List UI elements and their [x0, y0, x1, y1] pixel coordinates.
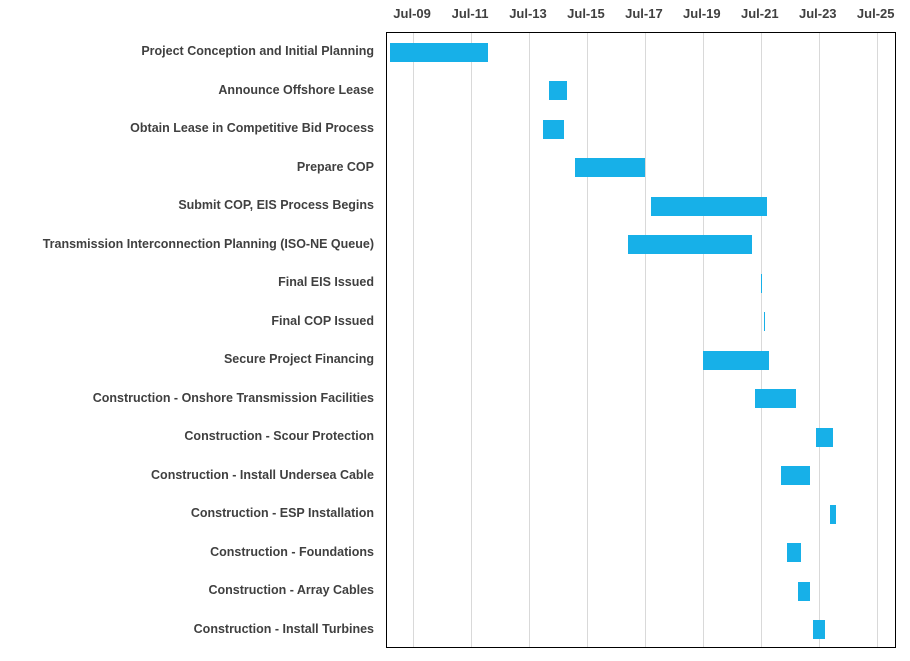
gantt-bar	[755, 389, 796, 408]
gantt-bar	[703, 351, 770, 370]
x-tick-label: Jul-17	[625, 6, 663, 21]
gridline	[413, 33, 414, 647]
gantt-bar	[543, 120, 563, 139]
gantt-bar	[549, 81, 566, 100]
category-label: Construction - ESP Installation	[190, 506, 374, 521]
category-label: Construction - Array Cables	[208, 583, 374, 598]
category-label: Final COP Issued	[271, 313, 374, 328]
gantt-bar	[390, 43, 489, 62]
category-label: Announce Offshore Lease	[218, 82, 374, 97]
plot-area	[386, 32, 896, 648]
category-label: Construction - Scour Protection	[184, 429, 374, 444]
gantt-bar	[787, 543, 801, 562]
gantt-bar	[781, 466, 810, 485]
category-label: Construction - Install Turbines	[193, 621, 374, 636]
gantt-bar	[628, 235, 753, 254]
gantt-bar	[575, 158, 645, 177]
gridline	[819, 33, 820, 647]
category-label: Construction - Install Undersea Cable	[151, 467, 374, 482]
category-label: Project Conception and Initial Planning	[141, 44, 374, 59]
gridline	[761, 33, 762, 647]
gantt-bar	[798, 582, 810, 601]
gantt-bar	[813, 620, 825, 639]
x-tick-label: Jul-11	[451, 6, 489, 21]
x-tick-label: Jul-13	[509, 6, 547, 21]
gridline	[587, 33, 588, 647]
gantt-bar	[651, 197, 767, 216]
category-label: Obtain Lease in Competitive Bid Process	[130, 121, 374, 136]
gridline	[529, 33, 530, 647]
category-label: Submit COP, EIS Process Begins	[178, 198, 374, 213]
category-label: Secure Project Financing	[223, 352, 374, 367]
x-tick-label: Jul-25	[856, 6, 895, 21]
gantt-bar	[816, 428, 833, 447]
category-label: Construction - Foundations	[210, 544, 374, 559]
category-label: Transmission Interconnection Planning (ISO-NE Queue)	[42, 236, 374, 251]
gridline	[645, 33, 646, 647]
gantt-bar	[764, 312, 765, 331]
gridline	[877, 33, 878, 647]
gridline	[471, 33, 472, 647]
x-tick-label: Jul-15	[567, 6, 605, 21]
x-tick-label: Jul-21	[741, 6, 779, 21]
category-label: Final EIS Issued	[278, 275, 374, 290]
category-label: Prepare COP	[296, 159, 374, 174]
gantt-bar	[830, 505, 836, 524]
x-axis-top	[0, 6, 910, 28]
category-label: Construction - Onshore Transmission Facilities	[92, 390, 374, 405]
x-tick-label: Jul-09	[393, 6, 431, 21]
x-tick-label: Jul-23	[798, 6, 837, 21]
gantt-bar	[761, 274, 762, 293]
x-tick-label: Jul-19	[683, 6, 721, 21]
gridline	[703, 33, 704, 647]
